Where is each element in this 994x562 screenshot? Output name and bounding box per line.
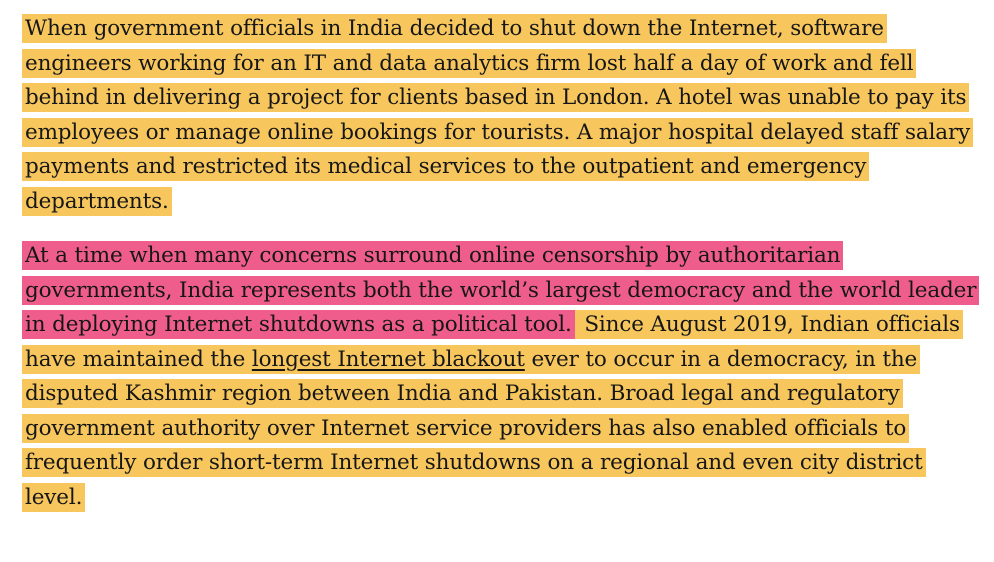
text-line: payments and restricted its medical services to the outpatient and emergency <box>25 154 867 179</box>
text-line: frequently order short-term Internet shutdowns on a regional and even city district <box>25 450 923 475</box>
longest-internet-blackout-link[interactable]: longest Internet blackout <box>251 346 525 372</box>
highlight-yellow <box>22 14 973 216</box>
text-line: When government officials in India decided to shut down the Internet, software <box>25 16 884 41</box>
text-line: departments. <box>25 188 169 214</box>
text-line: disputed Kashmir region between India and Pakistan. Broad legal and regulatory <box>25 381 900 406</box>
text-line: level. <box>25 484 83 510</box>
text-segment: ever to occur in a democracy, in the <box>524 346 918 372</box>
text-line: Since August 2019, Indian officials <box>577 312 960 337</box>
paragraph-1 <box>22 12 982 219</box>
article-body <box>22 12 982 515</box>
text-line: behind in delivering a project for clients based in London. A hotel was unable to pay its <box>25 85 967 110</box>
text-line: employees or manage online bookings for tourists. A major hospital delayed staff salary <box>25 119 971 145</box>
text-line: engineers working for an IT and data analytics firm lost half a day of work and fell <box>25 50 914 76</box>
highlight-yellow <box>22 310 963 512</box>
text-line: At a time when many concerns surround online censorship by authoritarian <box>25 243 841 268</box>
text-segment: have maintained the <box>25 346 252 372</box>
text-line: governments, India represents both the world’s largest democracy and the world leader <box>25 277 977 303</box>
text-line: in deploying Internet shutdowns as a political tool. <box>25 312 572 337</box>
text-line: government authority over Internet service providers has also enabled officials to <box>25 415 907 441</box>
paragraph-2 <box>22 239 982 515</box>
